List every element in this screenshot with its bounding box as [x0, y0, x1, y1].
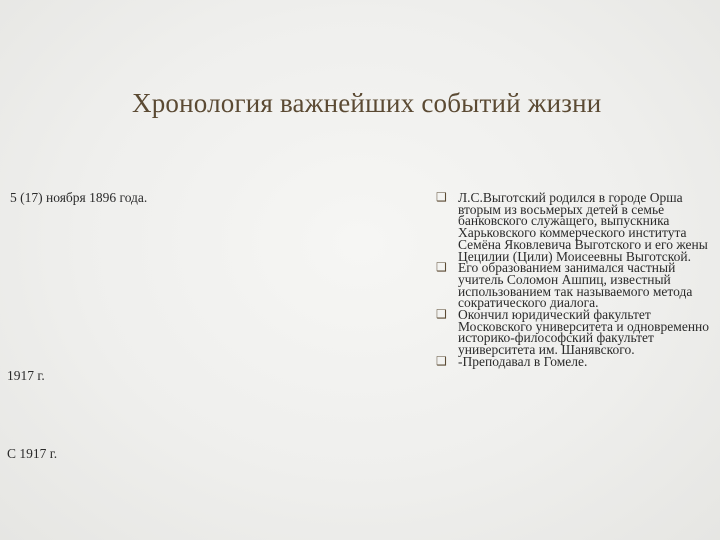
bullet-item-education — [436, 262, 714, 309]
bullet-item-birth — [436, 192, 714, 262]
slide-title: Хронология важнейших событий жизни — [132, 88, 602, 118]
bullet-text-birth: Л.С.Выготский родился в городе Орша вторым из восьмерых детей в семье банковского служащего, выпускника Харьковского коммерческого института Семёна Яковлевича Выготского и его жены Цецилии (Цили) Моисеевны Выготской. — [458, 190, 708, 264]
bullet-item-teaching — [436, 353, 714, 369]
open-square-bullet-icon: ❑ — [436, 260, 447, 275]
bullet-item-graduation — [436, 309, 714, 356]
open-square-bullet-icon: ❑ — [436, 307, 447, 322]
bullet-text-teaching: -Преподавал в Гомеле. — [458, 353, 588, 369]
events-bullet-list — [436, 192, 714, 368]
date-label-1896: 5 (17) ноября 1896 года. — [10, 190, 148, 205]
date-label-1917: 1917 г. — [7, 368, 45, 383]
open-square-bullet-icon: ❑ — [436, 190, 447, 204]
open-square-bullet-icon: ❑ — [436, 353, 447, 368]
date-label-since-1917: С 1917 г. — [7, 446, 58, 461]
bullet-text-graduation: Окончил юридический факультет Московского университета и одновременно историко-философский факультет университета им. Шанявского. — [458, 307, 710, 358]
bullet-text-education: Его образованием занимался частный учитель Соломон Ашпиц, известный использованием так называемого метода сократического диалога. — [458, 260, 693, 311]
